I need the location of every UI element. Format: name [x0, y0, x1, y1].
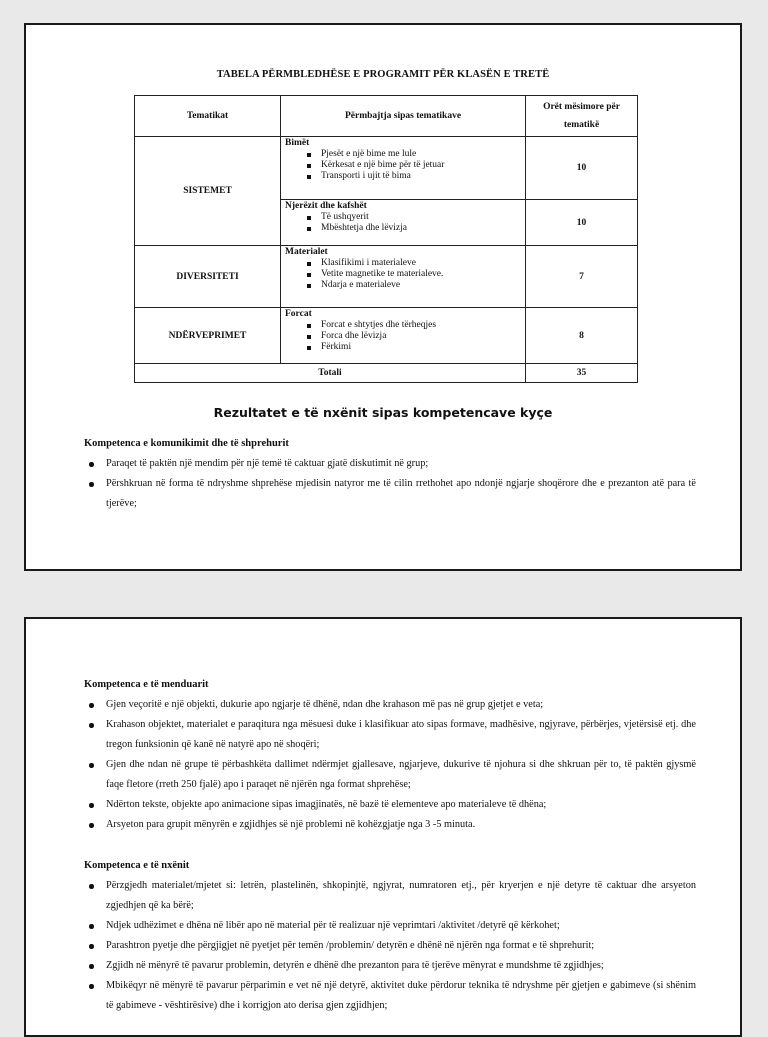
list-item: Ndarja e materialeve	[321, 280, 521, 291]
subsection-items	[285, 258, 521, 292]
header-hours	[526, 96, 638, 137]
list-item: Përzgjedh materialet/mjetet si: letrën, plastelinën, shkopinjtë, ngjyrat, numratoren etj., për kryerjen e një detyre të caktuar dhe arsyeton zgjedhjen që ka bërë;	[106, 876, 696, 916]
competence-learning	[84, 856, 696, 1016]
total-label: Totali	[135, 364, 526, 383]
list-item: Paraqet të paktën një mendim për një temë të caktuar gjatë diskutimit në grup;	[106, 454, 696, 474]
list-item: Zgjidh në mënyrë të pavarur problemin, detyrën e dhënë dhe prezanton para të tjerëve mënyrat e mundshme të zgjidhjes;	[106, 956, 696, 976]
list-item: Përshkruan në forma të ndryshme shprehëse mjedisin natyror me të cilin rrethohet apo ndonjë ngjarje shoqërore dhe e prezanton atë para të tjerëve;	[106, 474, 696, 514]
list-item: Gjen dhe ndan në grupe të përbashkëta dallimet ndërmjet gjallesave, ngjarjeve, dukurive të njohura si dhe shkruan për to, të paktën gjysmë faqe fletore (rreth 250 fjalë) apo i paraqet në njërën nga format shprehëse;	[106, 755, 696, 795]
hours-cell: 8	[526, 308, 638, 364]
competence-communication	[84, 434, 696, 514]
theme-cell: DIVERSITETI	[135, 246, 281, 308]
list-item: Forca dhe lëvizja	[321, 331, 521, 342]
content-cell	[281, 308, 526, 364]
theme-cell: SISTEMET	[135, 137, 281, 246]
list-item: Arsyeton para grupit mënyrën e zgjidhjes së një problemi në kohëzgjatje nga 3 -5 minuta.	[106, 815, 696, 835]
list-item: Mbikëqyr në mënyrë të pavarur përparimin e vet në një detyrë, aktivitet duke përdorur teknika të ndryshme për gjetjen e gabimeve (si shënim të gabimeve - vështirësive) dhe i korrigjon ato derisa gjen zgjidhjen;	[106, 976, 696, 1016]
results-heading: Rezultatet e të nxënit sipas kompetencave kyçe	[213, 405, 553, 420]
table-body	[135, 137, 638, 383]
competence-title: Kompetenca e të menduarit	[84, 679, 209, 690]
subsection-items	[285, 320, 521, 354]
list-item: Pjesët e një bime me lule	[321, 149, 521, 160]
document-page-2	[24, 617, 742, 1037]
list-item: Gjen veçoritë e një objekti, dukurie apo ngjarje të dhënë, ndan dhe krahason më pas në grup gjetjet e veta;	[106, 695, 696, 715]
hours-cell: 10	[526, 137, 638, 200]
list-item: Ndërton tekste, objekte apo animacione sipas imagjinatës, në bazë të elementeve apo materialeve të dhëna;	[106, 795, 696, 815]
content-cell	[281, 246, 526, 308]
competence-list	[84, 454, 696, 514]
total-row	[135, 364, 638, 383]
table-row	[135, 137, 638, 200]
subsection-title: Njerëzit dhe kafshët	[285, 201, 367, 211]
header-hours-line1: Orët mësimore për	[543, 102, 620, 112]
competence-thinking	[84, 675, 696, 835]
content-cell	[281, 200, 526, 246]
list-item: Ndjek udhëzimet e dhëna në libër apo në material për të realizuar një veprimtari /aktivitet /detyrë që kërkohet;	[106, 916, 696, 936]
list-item: Krahason objektet, materialet e paraqitura nga mësuesi duke i klasifikuar ato sipas formave, madhësive, ngjyrave, përbërjes, vjetërsisë etj. dhe tregon funksionin që kanë në natyrë apo në shoqëri;	[106, 715, 696, 755]
table-row	[135, 308, 638, 364]
list-item: Kërkesat e një bime për të jetuar	[321, 160, 521, 171]
hours-cell: 7	[526, 246, 638, 308]
list-item: Vetite magnetike te materialeve.	[321, 269, 521, 280]
competence-title: Kompetenca e të nxënit	[84, 860, 190, 871]
list-item: Forcat e shtytjes dhe tërheqjes	[321, 320, 521, 331]
list-item: Fërkimi	[321, 342, 521, 353]
list-item: Parashtron pyetje dhe përgjigjet në pyetjet për temën /problemin/ detyrën e dhënë në njërën nga format e të shprehurit;	[106, 936, 696, 956]
list-item: Klasifikimi i materialeve	[321, 258, 521, 269]
competence-title: Kompetenca e komunikimit dhe të shprehurit	[84, 438, 289, 449]
subsection-items	[285, 212, 521, 234]
table-row	[135, 246, 638, 308]
subsection-title: Bimët	[285, 138, 310, 148]
header-themes: Tematikat	[135, 96, 281, 137]
table-header-row	[135, 96, 638, 137]
hours-cell: 10	[526, 200, 638, 246]
theme-cell: NDËRVEPRIMET	[135, 308, 281, 364]
list-item: Të ushqyerit	[321, 212, 521, 223]
header-hours-line2: tematikë	[563, 120, 600, 130]
document-title: TABELA PËRMBLEDHËSE E PROGRAMIT PËR KLASËN E TRETË	[216, 69, 550, 80]
competence-list	[84, 695, 696, 835]
list-item: Mbështetja dhe lëvizja	[321, 223, 521, 234]
subsection-title: Materialet	[285, 247, 328, 257]
total-hours: 35	[526, 364, 638, 383]
subsection-title: Forcat	[285, 309, 312, 319]
document-page-1	[24, 23, 742, 571]
competence-list	[84, 876, 696, 1016]
subsection-items	[285, 149, 521, 183]
content-cell	[281, 137, 526, 200]
header-content: Përmbajtja sipas tematikave	[281, 96, 526, 137]
program-summary-table	[134, 95, 638, 383]
list-item: Transporti i ujit të bima	[321, 171, 521, 182]
